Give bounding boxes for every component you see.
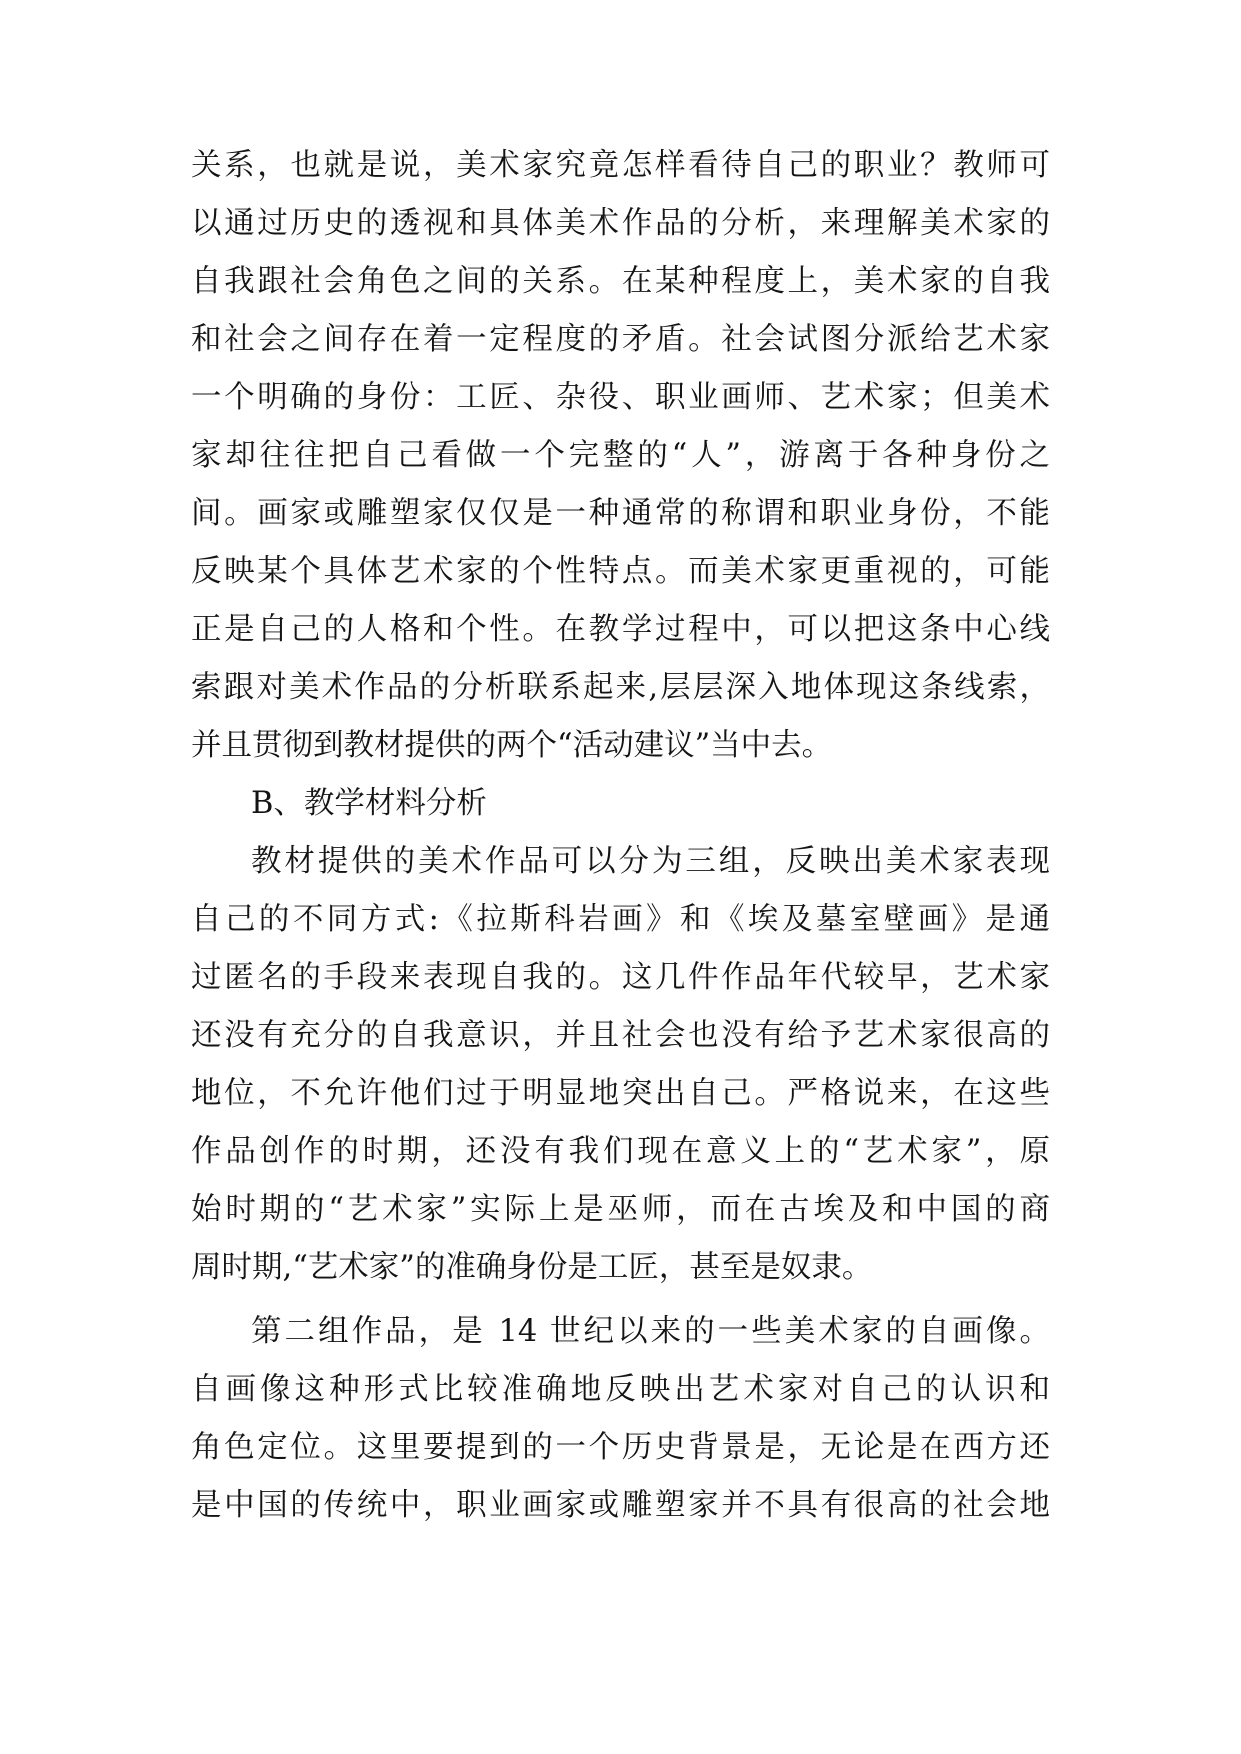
text-line: 教材提供的美术作品可以分为三组，反映出美术家表现 <box>251 844 1050 879</box>
text-line: 第二组作品，是 14 世纪以来的一些美术家的自画像。 <box>251 1314 1050 1349</box>
text-line: 作品创作的时期，还没有我们现在意义上的“艺术家”，原 <box>191 1134 1050 1169</box>
text-line: 自我跟社会角色之间的关系。在某种程度上，美术家的自我 <box>191 264 1050 299</box>
text-line: 自己的不同方式:《拉斯科岩画》和《埃及墓室壁画》是通 <box>191 902 1050 937</box>
text-line: 自画像这种形式比较准确地反映出艺术家对自己的认识和 <box>191 1372 1050 1407</box>
text-line: 过匿名的手段来表现自我的。这几件作品年代较早，艺术家 <box>191 960 1050 995</box>
text-line: 一个明确的身份：工匠、杂役、职业画师、艺术家；但美术 <box>191 380 1050 415</box>
text-line: 以通过历史的透视和具体美术作品的分析，来理解美术家的 <box>191 206 1050 241</box>
text-line: 反映某个具体艺术家的个性特点。而美术家更重视的，可能 <box>191 554 1050 589</box>
text-line: 始时期的“艺术家”实际上是巫师，而在古埃及和中国的商 <box>191 1192 1050 1227</box>
text-line: 还没有充分的自我意识，并且社会也没有给予艺术家很高的 <box>191 1018 1050 1053</box>
text-line: 并且贯彻到教材提供的两个“活动建议”当中去。 <box>191 728 833 763</box>
text-line: 索跟对美术作品的分析联系起来,层层深入地体现这条线索， <box>191 670 1050 705</box>
section-heading: B、教学材料分析 <box>251 786 487 821</box>
text-line: 角色定位。这里要提到的一个历史背景是，无论是在西方还 <box>191 1430 1050 1465</box>
text-line: 地位，不允许他们过于明显地突出自己。严格说来，在这些 <box>191 1076 1050 1111</box>
text-line: 周时期,“艺术家”的准确身份是工匠，甚至是奴隶。 <box>191 1250 873 1285</box>
text-line: 关系，也就是说，美术家究竟怎样看待自己的职业？教师可 <box>191 148 1050 183</box>
text-line: 家却往往把自己看做一个完整的“人”，游离于各种身份之 <box>191 438 1050 473</box>
text-line: 是中国的传统中，职业画家或雕塑家并不具有很高的社会地 <box>191 1488 1050 1523</box>
text-line: 间。画家或雕塑家仅仅是一种通常的称谓和职业身份，不能 <box>191 496 1050 531</box>
text-line: 和社会之间存在着一定程度的矛盾。社会试图分派给艺术家 <box>191 322 1050 357</box>
text-line: 正是自己的人格和个性。在教学过程中，可以把这条中心线 <box>191 612 1050 647</box>
